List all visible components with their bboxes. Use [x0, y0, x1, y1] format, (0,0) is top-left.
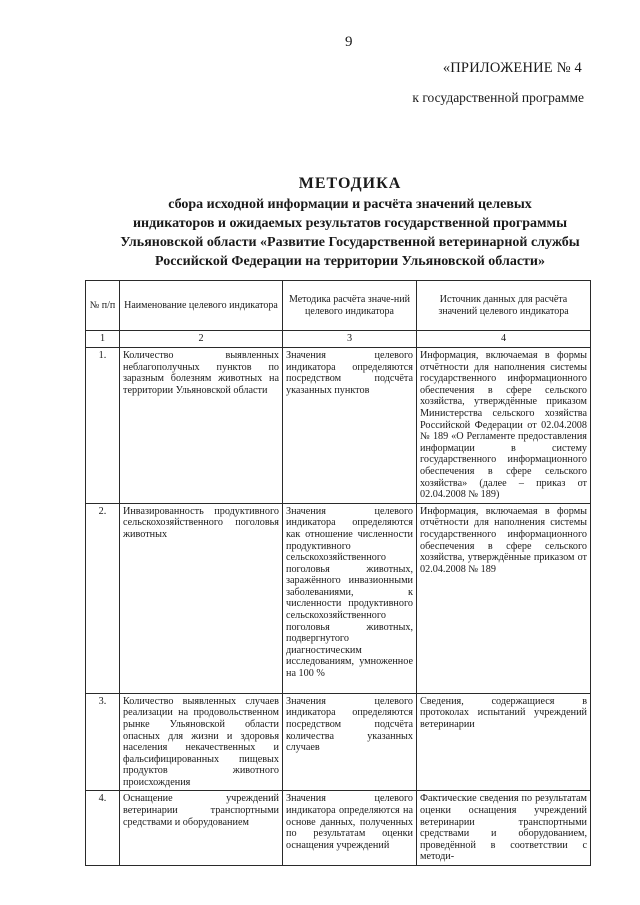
calculation-method: Значения целевого индикатора определяются посредством подсчёта указанных пунктов	[283, 348, 417, 504]
table-row	[86, 348, 591, 504]
indicator-name: Инвазированность продуктивного сельскохозяйственного поголовья животных	[120, 503, 283, 693]
column-number: 2	[120, 331, 283, 348]
title-main: МЕТОДИКА	[298, 175, 402, 192]
title-line: индикаторов и ожидаемых результатов государственной программы	[132, 216, 568, 231]
title-line: Ульяновской области «Развитие Государственной ветеринарной службы	[120, 235, 580, 250]
title-line: Российской Федерации на территории Ульяновской области»	[155, 254, 545, 269]
calculation-method: Значения целевого индикатора определяются посредством подсчёта количества указанных случаев	[283, 693, 417, 791]
column-number: 1	[86, 331, 120, 348]
row-number: 3.	[86, 693, 120, 791]
header-indicator-name: Наименование целевого индикатора	[120, 281, 283, 331]
header-data-source: Источник данных для расчёта значений целевого индикатора	[417, 281, 591, 331]
column-number: 3	[283, 331, 417, 348]
indicator-name: Количество выявленных случаев реализации на продовольственном рынке Ульяновской области опасных для жизни и здоровья населения некачественных и фальсифицированных пищевых продуктов животного происхождения	[120, 693, 283, 791]
column-number: 4	[417, 331, 591, 348]
table-row	[86, 503, 591, 693]
page-number: 9	[345, 34, 353, 50]
calculation-method: Значения целевого индикатора определяются как отношение численности продуктивного сельскохозяйственного поголовья животных, заражённого инвазионными заболеваниями, к численности продуктивного сельскохозяйственного поголовья животных, подвергнутого диагностическим исследованиям, умноженное на 100 %	[283, 503, 417, 693]
program-reference: к государственной программе	[412, 90, 584, 105]
calculation-method: Значения целевого индикатора определяются на основе данных, полученных по результатам оценки оснащения учреждений	[283, 791, 417, 866]
data-source: Информация, включаемая в формы отчётности для наполнения системы государственного информационного обеспечения в сфере сельского хозяйства, утверждённые приказом от 02.04.2008 № 189	[417, 503, 591, 693]
data-source: Сведения, содержащиеся в протоколах испытаний учреждений ветеринарии	[417, 693, 591, 791]
appendix-label: «ПРИЛОЖЕНИЕ № 4	[442, 60, 582, 76]
row-number: 4.	[86, 791, 120, 866]
header-calculation-method: Методика расчёта значе-ний целевого индикатора	[283, 281, 417, 331]
document-title	[70, 175, 630, 271]
title-line: сбора исходной информации и расчёта значений целевых	[168, 197, 532, 212]
row-number: 2.	[86, 503, 120, 693]
row-number: 1.	[86, 348, 120, 504]
table-row	[86, 791, 591, 866]
table-header-row	[86, 281, 591, 331]
table-row	[86, 693, 591, 791]
indicators-table	[85, 280, 591, 866]
header-number: № п/п	[86, 281, 120, 331]
column-numbers-row	[86, 331, 591, 348]
indicator-name: Оснащение учреждений ветеринарии транспортными средствами и оборудованием	[120, 791, 283, 866]
indicator-name: Количество выявленных неблагополучных пунктов по заразным болезням животных на территории Ульяновской области	[120, 348, 283, 504]
data-source: Информация, включаемая в формы отчётности для наполнения системы государственного информационного обеспечения в сфере сельского хозяйства, утверждённые приказом Министерства сельского хозяйства Российской Федерации от 02.04.2008 № 189 «О Регламенте предоставления информации в систему государственного информационного обеспечения в сфере сельского хозяйства» (далее – приказ от 02.04.2008 № 189)	[417, 348, 591, 504]
data-source: Фактические сведения по результатам оценки оснащения учреждений ветеринарии транспортными средствами и оборудованием, проведённой в соответствии с методи-	[417, 791, 591, 866]
